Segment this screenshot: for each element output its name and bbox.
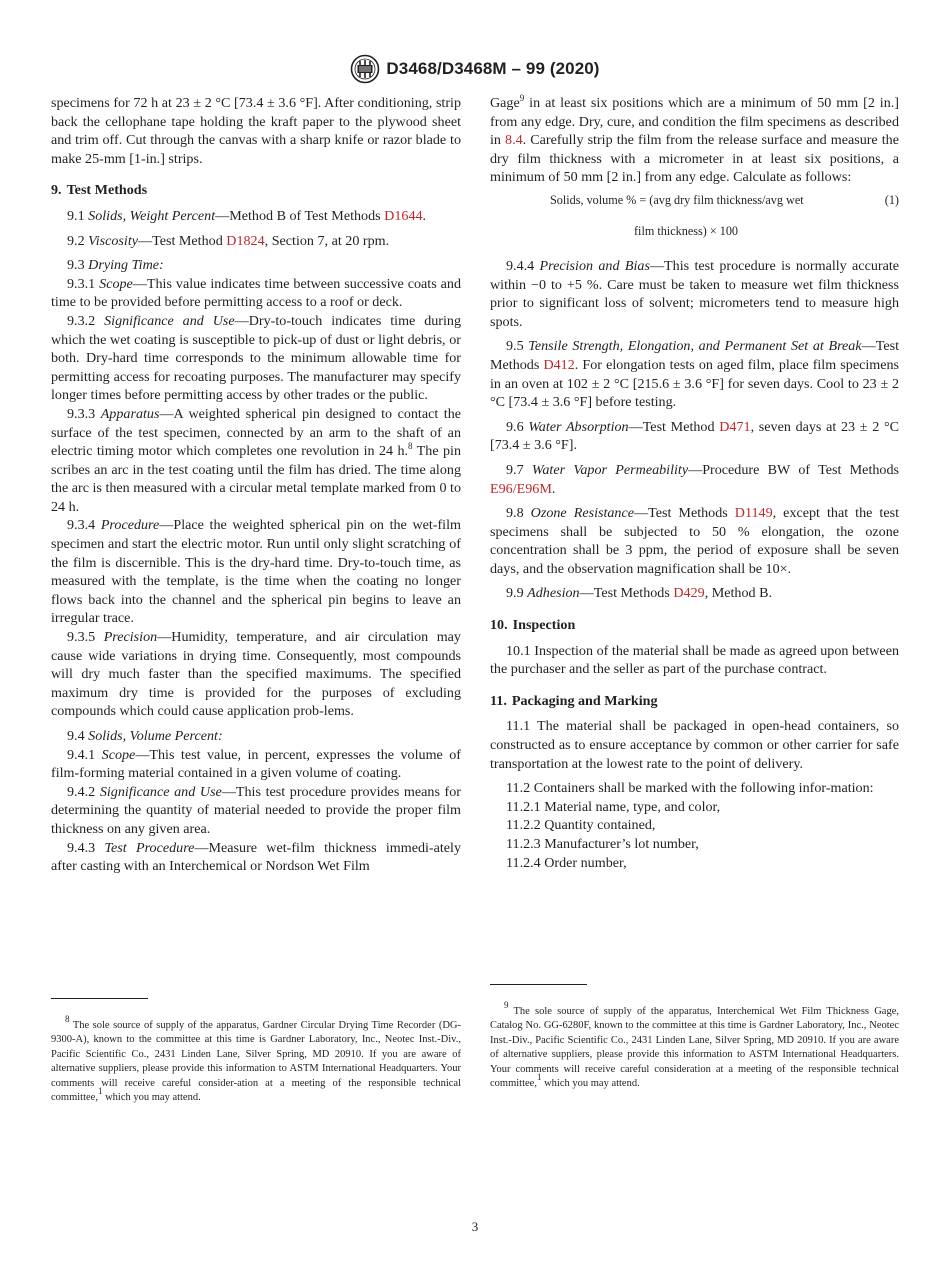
paragraph-9-3-2: 9.3.2 Significance and Use—Dry-to-touch indicates time during which the wet coating is susceptible to pick-up of dust or light debris, or both. Dry-hard time corresponds to the minimum allowable time for permitting access for recoating purposes. The manufacturer may specify longer times before permitting access by other trades or the public. bbox=[51, 312, 461, 404]
equation-line-2: film thickness) × 100 bbox=[634, 223, 739, 238]
paragraph-9-5: 9.5 Tensile Strength, Elongation, and Permanent Set at Break—Test Methods D412. For elongation tests on aged film, place film specimens in an oven at 102 ± 2 °C [215.6 ± 3.6 °F] for seven days. Cool to 23 ± 2 °C [73.4 ± 3.6 °F] before testing. bbox=[490, 338, 899, 411]
paragraph-9-2: 9.2 Viscosity—Test Method D1824, Section 7, at 20 rpm. bbox=[67, 232, 390, 249]
astm-logo-icon bbox=[350, 54, 380, 84]
paragraph-9-1: 9.1 Solids, Weight Percent—Method B of Test Methods D1644. bbox=[67, 207, 427, 224]
link-8-4[interactable]: 8.4 bbox=[505, 132, 523, 149]
list-item: 11.2.4 Order number, bbox=[506, 854, 627, 871]
section-9-heading: 9. Test Methods bbox=[51, 182, 148, 199]
section-10-heading: 10. Inspection bbox=[490, 617, 576, 634]
link-d1644[interactable]: D1644 bbox=[384, 207, 423, 224]
link-d471[interactable]: D471 bbox=[719, 418, 751, 435]
right-column bbox=[490, 94, 899, 872]
paragraph-9-3-5: 9.3.5 Precision—Humidity, temperature, and air circulation may cause wide variations in drying time. Consequently, most compounds will dry much faster than the specified maximums. The specified maximum dry time is provided for the purposes of excluding compounds which could cause application prob-lems. bbox=[51, 629, 461, 720]
paragraph-9-8: 9.8 Ozone Resistance—Test Methods D1149, except that the test specimens shall be subjected to 50 % elongation, the ozone concentration shall be 3 ppm, the period of exposure shall be seven days, and the observation magnification shall be 10×. bbox=[490, 505, 899, 577]
list-item: 11.2.1 Material name, type, and color, bbox=[506, 798, 721, 815]
paragraph-9-3-3: 9.3.3 Apparatus—A weighted spherical pin designed to contact the surface of the test specimen, connected by an arm to the shaft of an electric timing motor which completes one revolution in 24 h.$^8$ The pin scribes an arc in the test coating until the film has dried. The time along the arc is then measured with a circular metal template marked from 0 to 24 h. bbox=[51, 405, 461, 515]
paragraph-9-7: 9.7 Water Vapor Permeability—Procedure BW of Test Methods E96/E96M. bbox=[490, 461, 899, 497]
continuation-paragraph: Gage$^9$ in at least six positions which are a minimum of 50 mm [2 in.] from any edge. Dry, cure, and condition the film specimens as described in 8.4. Carefully strip the film from the release surface and measure the dry film thickness with a micrometer in at least six positions, a minimum of 50 mm [2 in.] from any edge. Calculate as follows: bbox=[490, 93, 899, 186]
paragraph-9-6: 9.6 Water Absorption—Test Method D471, seven days at 23 ± 2 °C [73.4 ± 3.6 °F]. bbox=[490, 418, 900, 454]
footnote-ref-8[interactable]: 8 bbox=[408, 441, 413, 452]
equation-number: (1) bbox=[884, 192, 899, 207]
page-number: 3 bbox=[471, 1219, 479, 1234]
link-d1149[interactable]: D1149 bbox=[734, 505, 773, 522]
paragraph-9-3-1: 9.3.1 Scope—This value indicates time between successive coats and time to be provided before permitting access to a roof or deck. bbox=[51, 275, 461, 311]
list-item: 11.2.3 Manufacturer’s lot number, bbox=[506, 836, 699, 852]
paragraph-11-2: 11.2 Containers shall be marked with the following infor-mation: bbox=[506, 780, 874, 797]
page-header bbox=[0, 52, 950, 86]
paragraph-10-1: 10.1 Inspection of the material shall be made as agreed upon between the purchaser and the seller as part of the purchase contract. bbox=[490, 642, 899, 678]
link-d1824[interactable]: D1824 bbox=[226, 232, 265, 249]
section-11-heading: 11. Packaging and Marking bbox=[490, 692, 658, 709]
paragraph-9-4-2: 9.4.2 Significance and Use—This test procedure provides means for determining the quantity of material needed to provide the proper film thickness on any given area. bbox=[51, 783, 461, 837]
paragraph-9-4-3: 9.4.3 Test Procedure—Measure wet-film thickness immedi-ately after casting with an Interchemical or Nordson Wet Film bbox=[51, 839, 461, 875]
footnote-rule-right bbox=[490, 984, 587, 985]
link-d429[interactable]: D429 bbox=[673, 585, 705, 602]
equation-line-1: Solids, volume % = (avg dry film thickness/avg wet bbox=[550, 192, 804, 207]
footnote-rule-left bbox=[51, 998, 148, 999]
equation-1 bbox=[490, 191, 899, 251]
footnote-ref-9[interactable]: 9 bbox=[519, 93, 525, 103]
link-d412[interactable]: D412 bbox=[543, 356, 575, 373]
link-e96[interactable]: E96/E96M bbox=[490, 480, 552, 497]
list-item: 11.2.2 Quantity contained, bbox=[506, 817, 656, 834]
paragraph-9-9: 9.9 Adhesion—Test Methods D429, Method B. bbox=[506, 585, 773, 602]
intro-paragraph: specimens for 72 h at 23 ± 2 °C [73.4 ± 3.6 °F]. After conditioning, strip back the cellophane tape holding the kraft paper to the plywood sheet and trim off. Cut through the canvas with a sharp knife or razor blade to make 25-mm [1-in.] strips. bbox=[51, 95, 461, 167]
footnote-9: 9 The sole source of supply of the apparatus, Interchemical Wet Film Thickness Gage, Catalog No. GG-6280F, known to the committee at this time is Gardner Laboratory, Inc., Neotec Inst.-Div., Pacific Scientific Co., 2431 Linden Lane, Silver Spring, MD 20910. If you are aware of alternative suppliers, please provide this information to ASTM International Headquarters. Your comments will receive careful consideration at a meeting of the responsible technical committee,1 which you may attend. bbox=[490, 999, 899, 1090]
paragraph-9-3: 9.3 Drying Time: bbox=[67, 257, 164, 274]
paragraph-9-4-1: 9.4.1 Scope—This test value, in percent, expresses the volume of film-forming material contained in a given volume of coating. bbox=[51, 746, 461, 782]
left-column bbox=[51, 94, 461, 876]
paragraph-9-3-4: 9.3.4 Procedure—Place the weighted spherical pin on the wet-film specimen and start the electric motor. Run until only slight scratching of the film is discernible. This is the dry-hard time. Dry-to-touch time, as measured with the template, is the time when the coating no longer flows back into the channel and the spherical pin begins to leave an irregular trace. bbox=[51, 517, 461, 627]
footnote-8: 8 The sole source of supply of the apparatus, Gardner Circular Drying Time Recorder (DG-9300-A), known to the committee at this time is Gardner Laboratory, Inc., Neotec Inst.-Div., Pacific Scientific Co., 2431 Linden Lane, Silver Spring, MD 20910. If you are aware of alternative suppliers, please provide this information to ASTM International Headquarters. Your comments will receive careful consider-ation at a meeting of the responsible technical committee,1 which you may attend. bbox=[51, 1013, 461, 1104]
document-designation: D3468/D3468M – 99 (2020) bbox=[386, 59, 600, 78]
paragraph-9-4-4: 9.4.4 Precision and Bias—This test procedure is normally accurate within −0 to +5 %. Care must be taken to measure wet film thickness prior to significant loss of solvent; micrometers tend to measure high spots. bbox=[490, 257, 899, 330]
marking-list bbox=[490, 798, 899, 872]
paragraph-9-4: 9.4 Solids, Volume Percent: bbox=[67, 728, 223, 744]
paragraph-11-1: 11.1 The material shall be packaged in open-head containers, so constructed as to ensure acceptance by common or other carrier for safe transportation at the lowest rate to the point of delivery. bbox=[490, 718, 899, 772]
